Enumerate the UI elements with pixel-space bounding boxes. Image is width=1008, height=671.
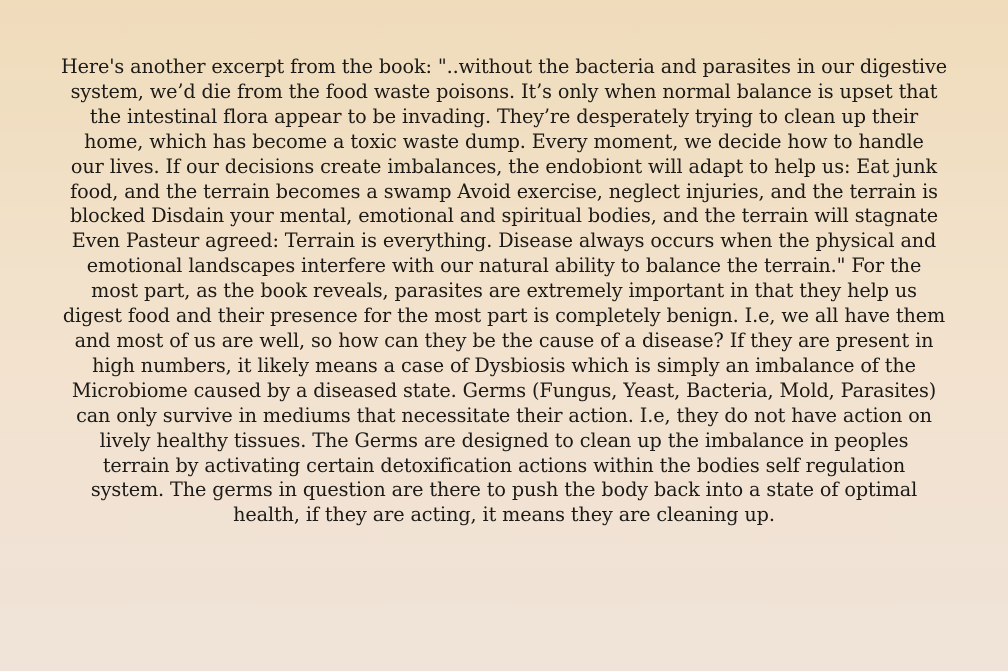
text-line: our lives. If our decisions create imbalances, the endobiont will adapt to help us: Eat junk bbox=[70, 154, 938, 178]
text-line: home, which has become a toxic waste dump. Every moment, we decide how to handle bbox=[84, 129, 924, 153]
text-line: Even Pasteur agreed: Terrain is everything. Disease always occurs when the physical and bbox=[71, 229, 937, 253]
text-line: digest food and their presence for the most part is completely benign. I.e, we all have them bbox=[62, 304, 946, 328]
text-line: can only survive in mediums that necessitate their action. I.e, they do not have action on bbox=[76, 403, 932, 427]
text-line: high numbers, it likely means a case of Dysbiosis which is simply an imbalance of the bbox=[92, 353, 916, 377]
text-line: system, we’d die from the food waste poisons. It’s only when normal balance is upset that bbox=[70, 79, 938, 103]
text-line: emotional landscapes interfere with our natural ability to balance the terrain." For the bbox=[86, 254, 922, 278]
text-line: the intestinal flora appear to be invading. They’re desperately trying to clean up their bbox=[89, 104, 919, 128]
text-line: food, and the terrain becomes a swamp Avoid exercise, neglect injuries, and the terrain is bbox=[70, 179, 938, 203]
text-line: Here's another excerpt from the book: "..without the bacteria and parasites in our digestive bbox=[61, 55, 947, 78]
text-line: and most of us are well, so how can they be the cause of a disease? If they are present in bbox=[74, 328, 934, 352]
text-line: most part, as the book reveals, parasites are extremely important in that they help us bbox=[91, 279, 917, 303]
text-line: system. The germs in question are there to push the body back into a state of optimal bbox=[90, 478, 918, 502]
text-line: lively healthy tissues. The Germs are designed to clean up the imbalance in peoples bbox=[99, 428, 909, 452]
text-line: health, if they are acting, it means they are cleaning up. bbox=[233, 503, 775, 527]
text-line: terrain by activating certain detoxification actions within the bodies self regulation bbox=[102, 453, 906, 477]
text-line: Microbiome caused by a diseased state. Germs (Fungus, Yeast, Bacteria, Mold, Parasites) bbox=[71, 378, 937, 402]
excerpt-paragraph bbox=[12, 55, 996, 528]
text-line: blocked Disdain your mental, emotional and spiritual bodies, and the terrain will stagnate bbox=[69, 204, 939, 228]
